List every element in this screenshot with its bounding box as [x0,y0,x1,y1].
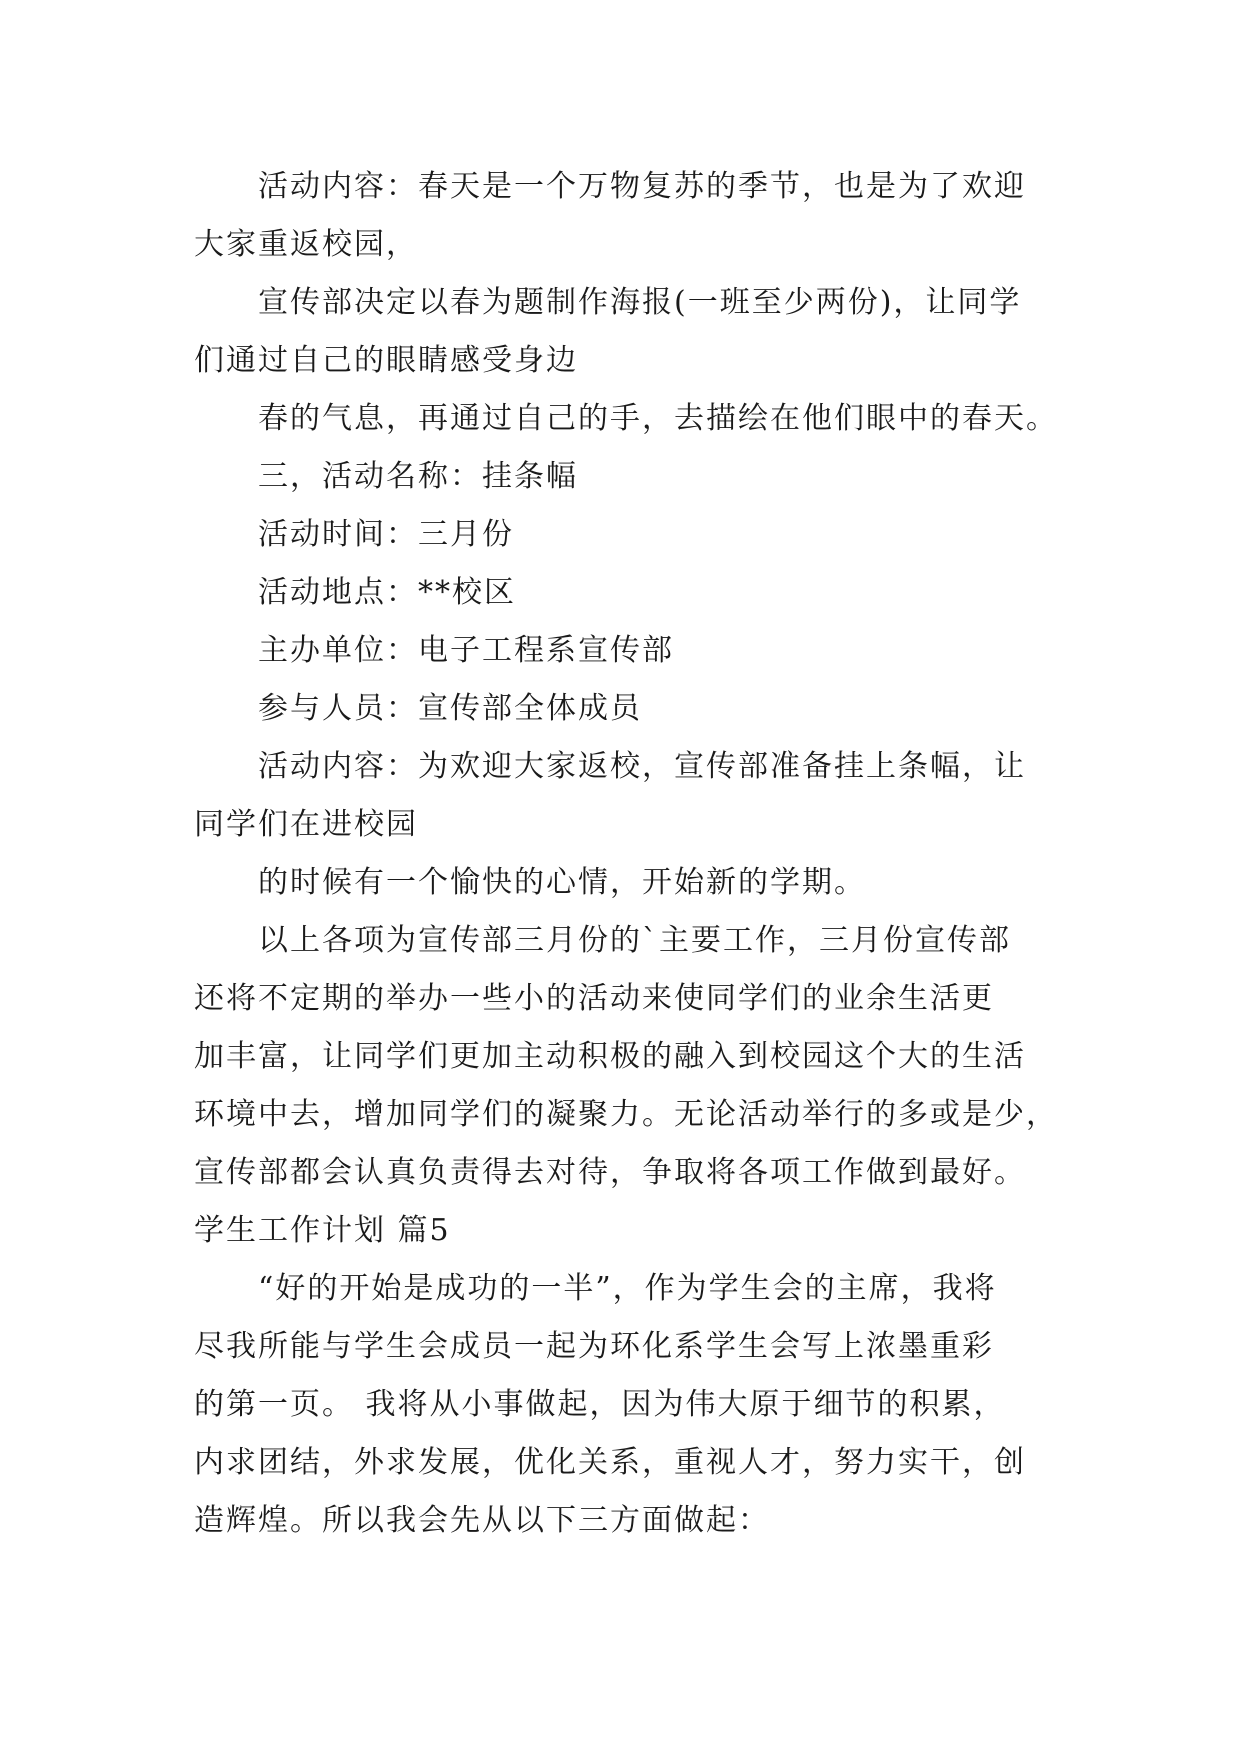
paragraph-line: 活动内容：春天是一个万物复苏的季节，也是为了欢迎 [258,169,1026,204]
paragraph-line: 大家重返校园， [194,227,418,262]
paragraph-line: 们通过自己的眼睛感受身边 [194,343,578,378]
document-body [194,158,1074,1550]
paragraph-line: “好的开始是成功的一半”，作为学生会的主席，我将 [258,1271,997,1306]
section-heading: 三，活动名称：挂条幅 [258,459,578,494]
paragraph-line: 活动地点：**校区 [258,575,516,610]
paragraph-line: 尽我所能与学生会成员一起为环化系学生会写上浓墨重彩 [194,1329,994,1364]
section-title: 学生工作计划 篇5 [194,1213,451,1248]
paragraph-line: 宣传部都会认真负责得去对待，争取将各项工作做到最好。 [194,1155,1026,1190]
paragraph-line: 环境中去，增加同学们的凝聚力。无论活动举行的多或是少， [194,1097,1058,1132]
paragraph-line: 活动内容：为欢迎大家返校，宣传部准备挂上条幅，让 [258,749,1026,784]
paragraph-line: 参与人员：宣传部全体成员 [258,691,642,726]
paragraph-line: 春的气息，再通过自己的手，去描绘在他们眼中的春天。 [258,401,1058,436]
paragraph-line: 还将不定期的举办一些小的活动来使同学们的业余生活更 [194,981,994,1016]
paragraph-line: 活动时间：三月份 [258,517,514,552]
paragraph-line: 的第一页。 我将从小事做起，因为伟大原于细节的积累， [194,1387,1006,1422]
paragraph-line: 造辉煌。所以我会先从以下三方面做起： [194,1503,770,1538]
paragraph-line: 以上各项为宣传部三月份的`主要工作，三月份宣传部 [258,923,1011,958]
paragraph-line: 同学们在进校园 [194,807,418,842]
paragraph-line: 加丰富，让同学们更加主动积极的融入到校园这个大的生活 [194,1039,1026,1074]
paragraph-line: 宣传部决定以春为题制作海报(一班至少两份)，让同学 [258,285,1022,320]
paragraph-line: 的时候有一个愉快的心情，开始新的学期。 [258,865,866,900]
paragraph-line: 内求团结，外求发展，优化关系，重视人才，努力实干，创 [194,1445,1026,1480]
paragraph-line: 主办单位：电子工程系宣传部 [258,633,674,668]
